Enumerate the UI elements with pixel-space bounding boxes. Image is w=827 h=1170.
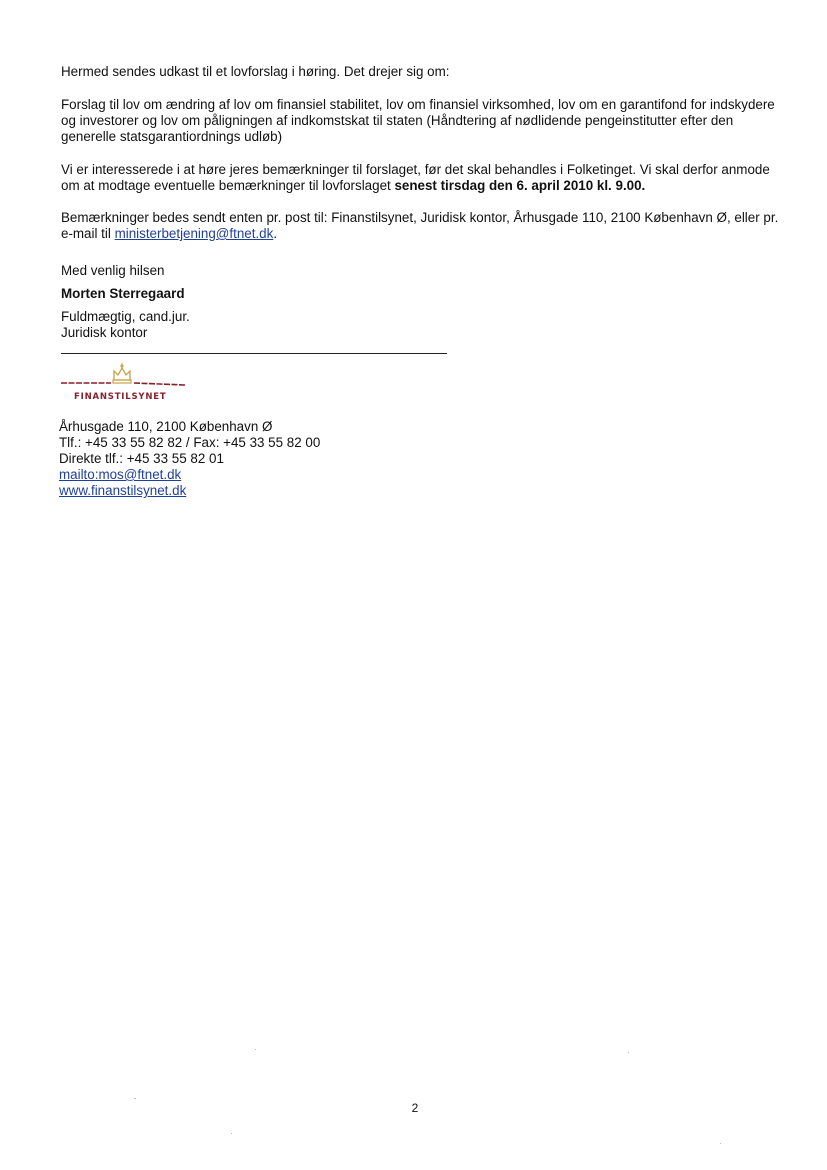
contact-address: Århusgade 110, 2100 København Ø — [59, 419, 273, 434]
contact-email-link[interactable]: mailto:mos@ftnet.dk — [59, 467, 182, 482]
submission-paragraph — [61, 210, 781, 242]
signer-name: Morten Sterregaard — [61, 286, 185, 301]
contact-direct-phone: Direkte tlf.: +45 33 55 82 01 — [59, 451, 224, 466]
submission-email-link[interactable]: ministerbetjening@ftnet.dk — [114, 226, 274, 241]
signer-department: Juridisk kontor — [61, 325, 148, 340]
intro-paragraph: Hermed sendes udkast til et lovforslag i høring. Det drejer sig om: — [61, 64, 450, 79]
scan-speck — [720, 1143, 721, 1144]
signature-divider — [61, 353, 447, 354]
scan-speck — [134, 1098, 136, 1099]
submission-text: Bemærkninger bedes sendt enten pr. post til: Finanstilsynet, Juridisk kontor, Århusgade 110, 2100 København Ø, eller pr. e-mail til — [61, 210, 779, 241]
crown-icon — [59, 362, 189, 392]
scan-speck — [231, 1133, 232, 1134]
scan-speck — [628, 1052, 629, 1053]
contact-phone-fax: Tlf.: +45 33 55 82 82 / Fax: +45 33 55 82 00 — [59, 435, 321, 450]
contact-website-link[interactable]: www.finanstilsynet.dk — [59, 483, 187, 498]
scan-speck — [255, 1049, 256, 1050]
comments-request-paragraph — [61, 162, 781, 194]
subject-paragraph: Forslag til lov om ændring af lov om finansiel stabilitet, lov om finansiel virksomhed, lov om en garantifond for indskydere og investorer og lov om påligningen af indkomstskat til staten (Håndtering af nødlidende pengeinstitutter efter den generelle statsgarantiordnings udløb) — [61, 97, 775, 144]
deadline-text: senest tirsdag den 6. april 2010 kl. 9.00. — [394, 178, 646, 193]
logo-wordmark: FINANSTILSYNET — [74, 392, 167, 402]
closing-greeting: Med venlig hilsen — [61, 263, 165, 278]
comments-request-text: Vi er interesserede i at høre jeres bemærkninger til forslaget, før det skal behandles i Folketinget. Vi skal derfor anmode om at modtage eventuelle bemærkninger til lovforslaget — [61, 162, 770, 193]
finanstilsynet-logo — [59, 362, 189, 406]
signer-title: Fuldmægtig, cand.jur. — [61, 309, 190, 324]
submission-end: . — [273, 226, 278, 241]
page-number: 2 — [411, 1101, 419, 1115]
